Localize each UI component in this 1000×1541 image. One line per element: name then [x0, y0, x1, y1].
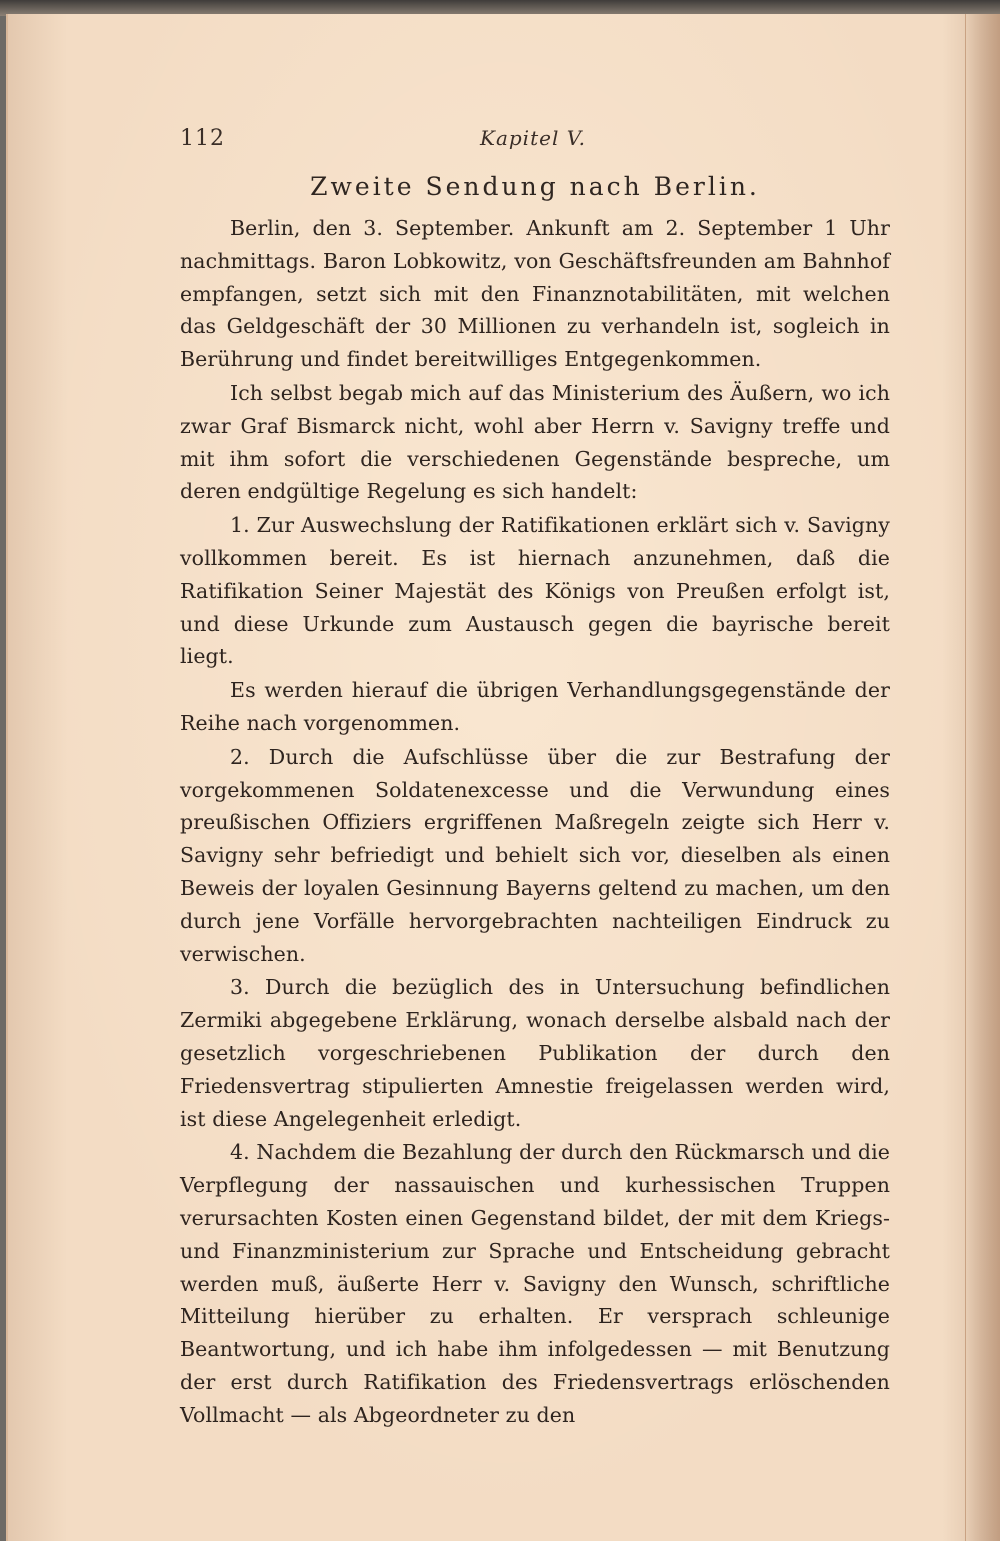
section-title: Zweite Sendung nach Berlin. — [310, 172, 760, 201]
page-header — [180, 124, 890, 158]
running-head: Kapitel V. — [480, 126, 586, 150]
paragraph-item-2: 2. Durch die Aufschlüsse über die zur Bestrafung der vorgekommenen Soldatenexcesse und die Verwundung eines preußischen Offiziers ergriffenen Maßregeln zeigte sich Herr v. Savigny sehr befriedigt und behielt sich vor, dieselben als einen Beweis der loyalen Gesinnung Bayerns geltend zu machen, um den durch jene Vorfälle hervorgebrachten nachteiligen Eindruck zu verwischen. — [180, 744, 890, 966]
page-spine-shadow — [965, 14, 1000, 1541]
paragraph-item-1: 1. Zur Auswechslung der Ratifikationen erklärt sich v. Savigny vollkommen bereit. Es ist hiernach anzunehmen, daß die Ratifikation Seiner Majestät des Königs von Preußen erfolgt ist, und diese Urkunde zum Austausch gegen die bayrische bereit liegt. — [180, 513, 890, 669]
paragraph-item-3: 3. Durch die bezüglich des in Untersuchung befindlichen Zermiki abgegebene Erklärung, wonach derselbe alsbald nach der gesetzlich vorgeschriebenen Publikation der durch den Friedensvertrag stipulierten Amnestie freigelassen werden wird, ist diese Angelegenheit erledigt. — [180, 975, 890, 1131]
page-number: 112 — [180, 126, 225, 151]
body-text — [180, 212, 890, 1432]
paragraph-further-items: Es werden hierauf die übrigen Verhandlungsgegenstände der Reihe nach vorgenommen. — [180, 678, 890, 735]
paragraph-item-4: 4. Nachdem die Bezahlung der durch den Rückmarsch und die Verpflegung der nassauischen und kurhessischen Truppen verursachten Kosten einen Gegenstand bildet, der mit dem Kriegs- und Finanzministerium zur Sprache und Entscheidung gebracht werden muß, äußerte Herr v. Savigny den Wunsch, schriftliche Mitteilung hierüber zu erhalten. Er versprach schleunige Beantwortung, und ich habe ihm infolgedessen — mit Benutzung der erst durch Ratifikation des Friedensvertrags erlöschenden Vollmacht — als Abgeordneter zu den — [180, 1140, 890, 1427]
paragraph-ministry-visit: Ich selbst begab mich auf das Ministerium des Äußern, wo ich zwar Graf Bismarck nicht, wohl aber Herrn v. Savigny treffe und mit ihm sofort die verschiedenen Gegenstände bespreche, um deren endgültige Regelung es sich handelt: — [180, 380, 890, 504]
paragraph-arrival: Berlin, den 3. September. Ankunft am 2. September 1 Uhr nachmittags. Baron Lobkowitz, von Geschäftsfreunden am Bahnhof empfangen, setzt sich mit den Finanznotabilitäten, mit welchen das Geldgeschäft der 30 Millionen zu verhandeln ist, sogleich in Berührung und findet bereitwilliges Entgegenkommen. — [180, 216, 890, 372]
